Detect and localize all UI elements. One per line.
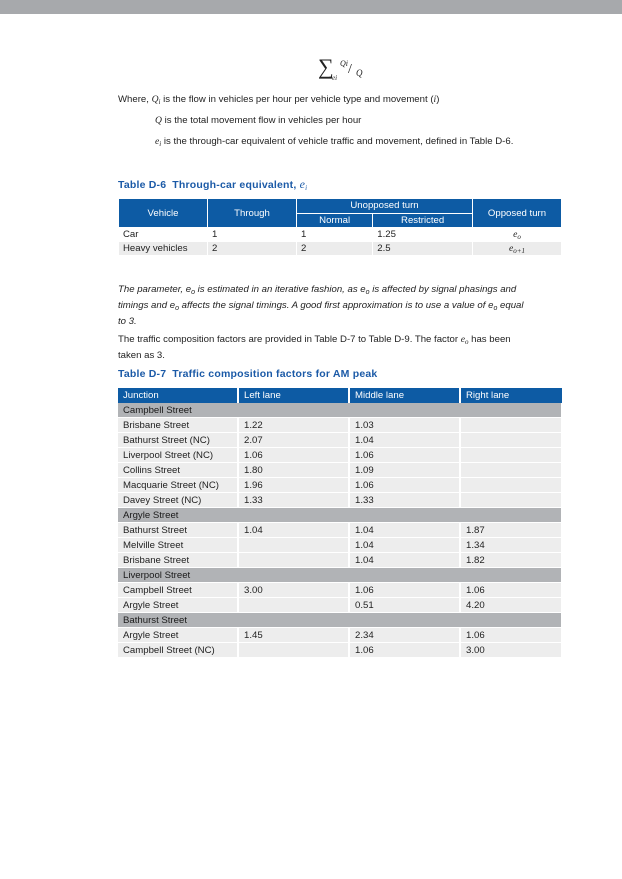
table-row: Macquarie Street (NC) 1.96 1.06 <box>118 478 562 493</box>
header-opposed: Opposed turn <box>473 199 562 228</box>
table-row <box>119 242 562 256</box>
header-vehicle: Vehicle <box>119 199 208 228</box>
group-row: Argyle Street <box>118 508 562 523</box>
formula <box>318 56 398 86</box>
header-right-lane: Right lane <box>460 388 562 403</box>
table-row: Bathurst Street (NC) 2.07 1.04 <box>118 433 562 448</box>
table-row <box>119 228 562 242</box>
cell-normal: 1 <box>297 228 373 242</box>
header-unopposed: Unopposed turn <box>297 199 473 214</box>
formula-sum-sign: ∑ <box>318 54 334 79</box>
cell-normal: 2 <box>297 242 373 256</box>
where-line-3: $e_i$ is the through-car equivalent of vehicle traffic and movement, defined in Table D-6. <box>155 136 514 148</box>
group-row: Liverpool Street <box>118 568 562 583</box>
table-row: Brisbane Street 1.04 1.82 <box>118 553 562 568</box>
table-d6-heading: Table D-6 Through-car equivalent, ei <box>118 177 308 192</box>
header-normal: Normal <box>297 213 373 228</box>
cell-through: 2 <box>208 242 297 256</box>
where-line-2: Q is the total movement flow in vehicles per hour <box>155 115 362 126</box>
table-d6 <box>118 198 562 256</box>
where-line-1: Where, $Q_i$ is the flow in vehicles per hour per vehicle type and movement (i) <box>118 94 440 106</box>
cell-opposed: $e_o$ <box>473 228 562 242</box>
table-row: Argyle Street 1.45 2.34 1.06 <box>118 628 562 643</box>
paragraph-parameter: The parameter, $e_o$ is estimated in an iterative fashion, as $e_o$ is affected by signal phasings and timings and $e_o$ affects the signal timings. A good first approximation is to use a value of $e_o$ equal to 3. <box>118 284 524 327</box>
formula-subscript: ei <box>332 74 338 82</box>
formula-slash: / <box>348 62 352 77</box>
table-row: Argyle Street 0.51 4.20 <box>118 598 562 613</box>
cell-vehicle: Heavy vehicles <box>119 242 208 256</box>
table-row: Melville Street 1.04 1.34 <box>118 538 562 553</box>
table-row: Campbell Street 3.00 1.06 1.06 <box>118 583 562 598</box>
table-row: Liverpool Street (NC) 1.06 1.06 <box>118 448 562 463</box>
header-junction: Junction <box>118 388 238 403</box>
cell-through: 1 <box>208 228 297 242</box>
formula-denominator: Q <box>356 68 363 78</box>
header-middle-lane: Middle lane <box>349 388 460 403</box>
table-d7 <box>118 388 563 658</box>
table-row: Bathurst Street 1.04 1.04 1.87 <box>118 523 562 538</box>
cell-restricted: 1.25 <box>373 228 473 242</box>
header-through: Through <box>208 199 297 228</box>
table-row: Davey Street (NC) 1.33 1.33 <box>118 493 562 508</box>
cell-vehicle: Car <box>119 228 208 242</box>
formula-numerator: Qi <box>340 59 348 68</box>
group-row: Campbell Street <box>118 403 562 418</box>
paragraph-composition: The traffic composition factors are provided in Table D-7 to Table D-9. The factor $e_o$ has been taken as 3. <box>118 334 511 361</box>
table-d7-heading: Table D-7 Traffic composition factors for AM peak <box>118 368 378 380</box>
top-header-bar <box>0 0 622 14</box>
table-row: Collins Street 1.80 1.09 <box>118 463 562 478</box>
table-row: Campbell Street (NC) 1.06 3.00 <box>118 643 562 658</box>
group-row: Bathurst Street <box>118 613 562 628</box>
table-row: Brisbane Street 1.22 1.03 <box>118 418 562 433</box>
cell-restricted: 2.5 <box>373 242 473 256</box>
header-left-lane: Left lane <box>238 388 349 403</box>
header-restricted: Restricted <box>373 213 473 228</box>
cell-opposed: $e_{o+1}$ <box>473 242 562 256</box>
